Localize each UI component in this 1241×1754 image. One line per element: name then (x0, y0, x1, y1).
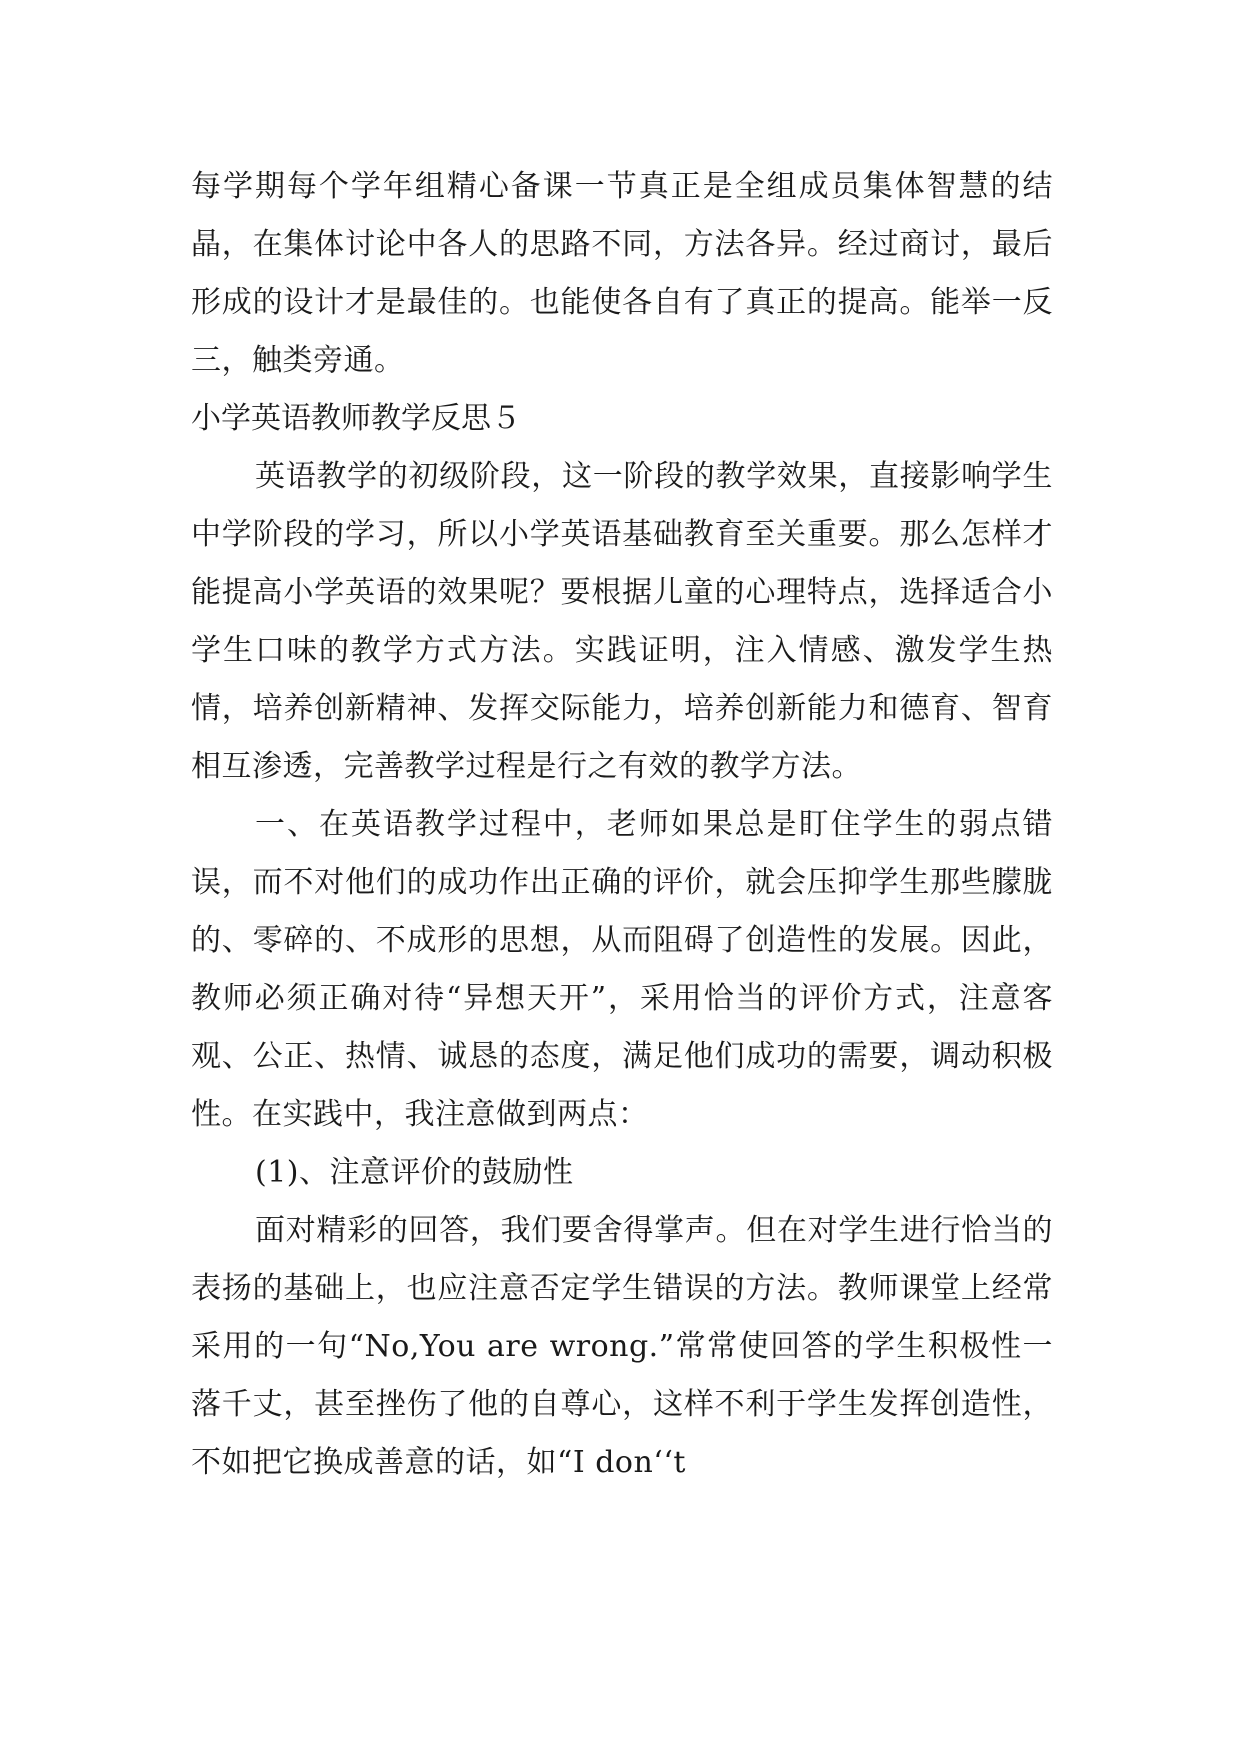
paragraph-3: 面对精彩的回答，我们要舍得掌声。但在对学生进行恰当的表扬的基础上，也应注意否定学生错误的方法。教师课堂上经常采用的一句“No,You are wrong.”常常使回答的学生积极性一落千丈，甚至挫伤了他的自尊心，这样不利于学生发挥创造性，不如把它换成善意的话，如“I don‘‘t (191, 1213, 1053, 1480)
document-body (191, 158, 1053, 1492)
subheading-evaluation: (1)、注意评价的鼓励性 (255, 1155, 574, 1190)
intro-paragraph: 每学期每个学年组精心备课一节真正是全组成员集体智慧的结晶，在集体讨论中各人的思路不同，方法各异。经过商讨，最后形成的设计才是最佳的。也能使各自有了真正的提高。能举一反三，触类旁通。 (191, 169, 1053, 378)
section-title: 小学英语教师教学反思５ (191, 401, 521, 436)
paragraph-1: 英语教学的初级阶段，这一阶段的教学效果，直接影响学生中学阶段的学习，所以小学英语基础教育至关重要。那么怎样才能提高小学英语的效果呢？要根据儿童的心理特点，选择适合小学生口味的教学方式方法。实践证明，注入情感、激发学生热情，培养创新精神、发挥交际能力，培养创新能力和德育、智育相互渗透，完善教学过程是行之有效的教学方法。 (191, 459, 1053, 784)
paragraph-2: 一、在英语教学过程中，老师如果总是盯住学生的弱点错误，而不对他们的成功作出正确的评价，就会压抑学生那些朦胧的、零碎的、不成形的思想，从而阻碍了创造性的发展。因此，教师必须正确对待“异想天开”，采用恰当的评价方式，注意客观、公正、热情、诚恳的态度，满足他们成功的需要，调动积极性。在实践中，我注意做到两点： (191, 807, 1053, 1132)
